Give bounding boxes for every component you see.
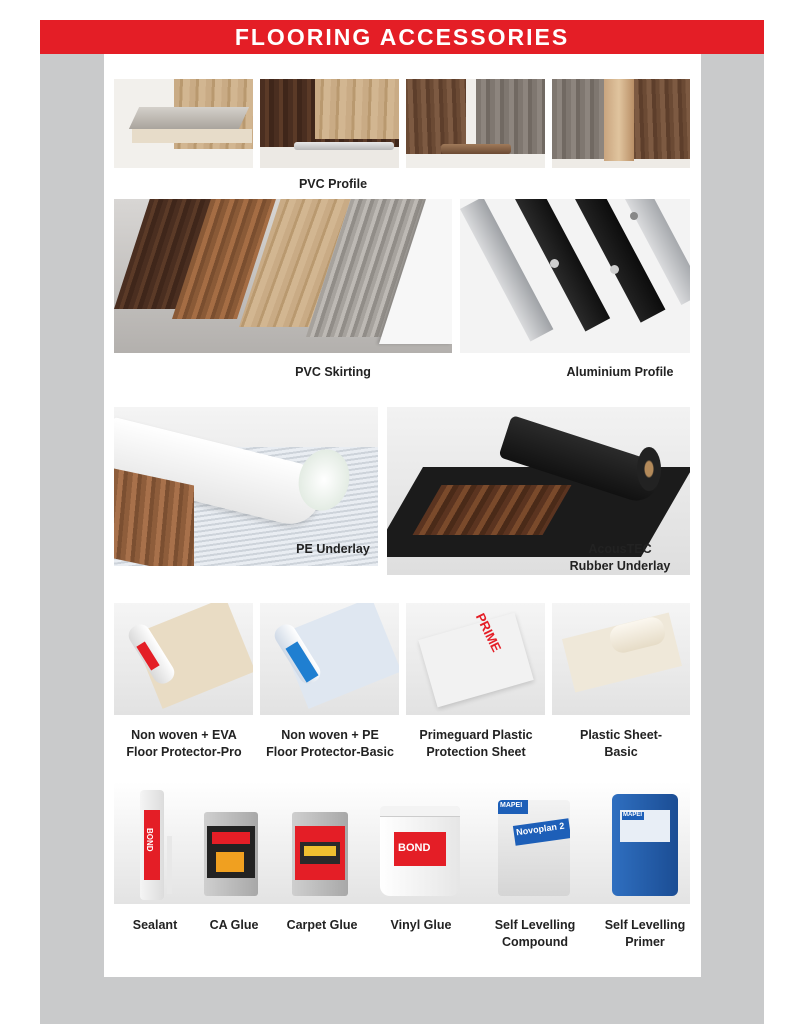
- pvc-skirting-label: PVC Skirting: [295, 365, 371, 379]
- aluminium-profile-label: Aluminium Profile: [566, 365, 674, 379]
- primeguard-sheet-image: [406, 603, 545, 715]
- protector-label-2-line1: Non woven + PE: [281, 728, 379, 742]
- protector-label-2: [255, 727, 405, 761]
- page-title: FLOORING ACCESSORIES: [234, 23, 570, 50]
- adhesive-label-3: [277, 917, 367, 934]
- protector-label-4-line2: Basic: [604, 745, 638, 759]
- pvc-profile-image-3: [406, 79, 545, 168]
- protector-label-3-line2: Protection Sheet: [426, 745, 526, 759]
- sealant-product: [140, 790, 164, 900]
- novoplan-text: Novoplan 2: [515, 820, 565, 838]
- sealant-nozzle: [167, 836, 172, 894]
- rubber-underlay-label-line2: Rubber Underlay: [569, 559, 671, 573]
- vinyl-bond-text: BOND: [398, 842, 431, 854]
- pvc-profile-image-2: [260, 79, 399, 168]
- protector-label-1-line1: Non woven + EVA: [131, 728, 237, 742]
- protector-label-4-line1: Plastic Sheet-: [580, 728, 662, 742]
- protector-label-4: [546, 727, 696, 761]
- self-levelling-primer-product: [612, 794, 678, 896]
- pvc-profile-image-1: [114, 79, 253, 168]
- protector-label-3-line1: Primeguard Plastic: [419, 728, 533, 742]
- floor-protector-pro-image: [114, 603, 253, 715]
- mapei-text-2: MAPEI: [623, 812, 643, 818]
- adhesive-label-6-line2: Primer: [625, 935, 665, 949]
- adhesive-label-4: [378, 917, 464, 934]
- pvc-profile-label: PVC Profile: [298, 177, 368, 191]
- adhesive-label-2-line1: CA Glue: [209, 918, 259, 932]
- adhesive-label-3-line1: Carpet Glue: [286, 918, 358, 932]
- adhesive-label-1: [115, 917, 195, 934]
- protector-label-2-line2: Floor Protector-Basic: [266, 745, 394, 759]
- mapei-text-1: MAPEI: [500, 802, 523, 809]
- rubber-underlay-label: [540, 541, 700, 575]
- pvc-profile-image-4: [552, 79, 690, 168]
- vinyl-glue-product: [380, 806, 460, 896]
- rubber-underlay-label-line1: AcousTEC: [588, 542, 652, 556]
- self-levelling-compound-product: [498, 800, 570, 896]
- protector-label-1: [109, 727, 259, 761]
- prime-logo-text: PRIME: [472, 610, 505, 655]
- protector-label-3: [401, 727, 551, 761]
- carpet-glue-product: [292, 812, 348, 896]
- plastic-sheet-basic-image: [552, 603, 690, 715]
- ca-glue-product: [204, 812, 258, 896]
- adhesive-label-5: [487, 917, 583, 951]
- floor-protector-basic-image: [260, 603, 399, 715]
- sealant-bond-text: BOND: [145, 828, 154, 852]
- pvc-skirting-image: [114, 199, 452, 353]
- protector-label-1-line2: Floor Protector-Pro: [126, 745, 242, 759]
- adhesive-label-2: [194, 917, 274, 934]
- adhesive-label-5-line2: Compound: [502, 935, 568, 949]
- adhesive-label-4-line1: Vinyl Glue: [390, 918, 452, 932]
- header-banner: [40, 20, 764, 54]
- adhesive-label-6-line1: Self Levelling: [604, 918, 686, 932]
- adhesive-label-5-line1: Self Levelling: [494, 918, 576, 932]
- adhesive-label-1-line1: Sealant: [132, 918, 178, 932]
- adhesive-label-6: [597, 917, 693, 951]
- pe-underlay-label: PE Underlay: [296, 542, 370, 556]
- aluminium-profile-image: [460, 199, 690, 353]
